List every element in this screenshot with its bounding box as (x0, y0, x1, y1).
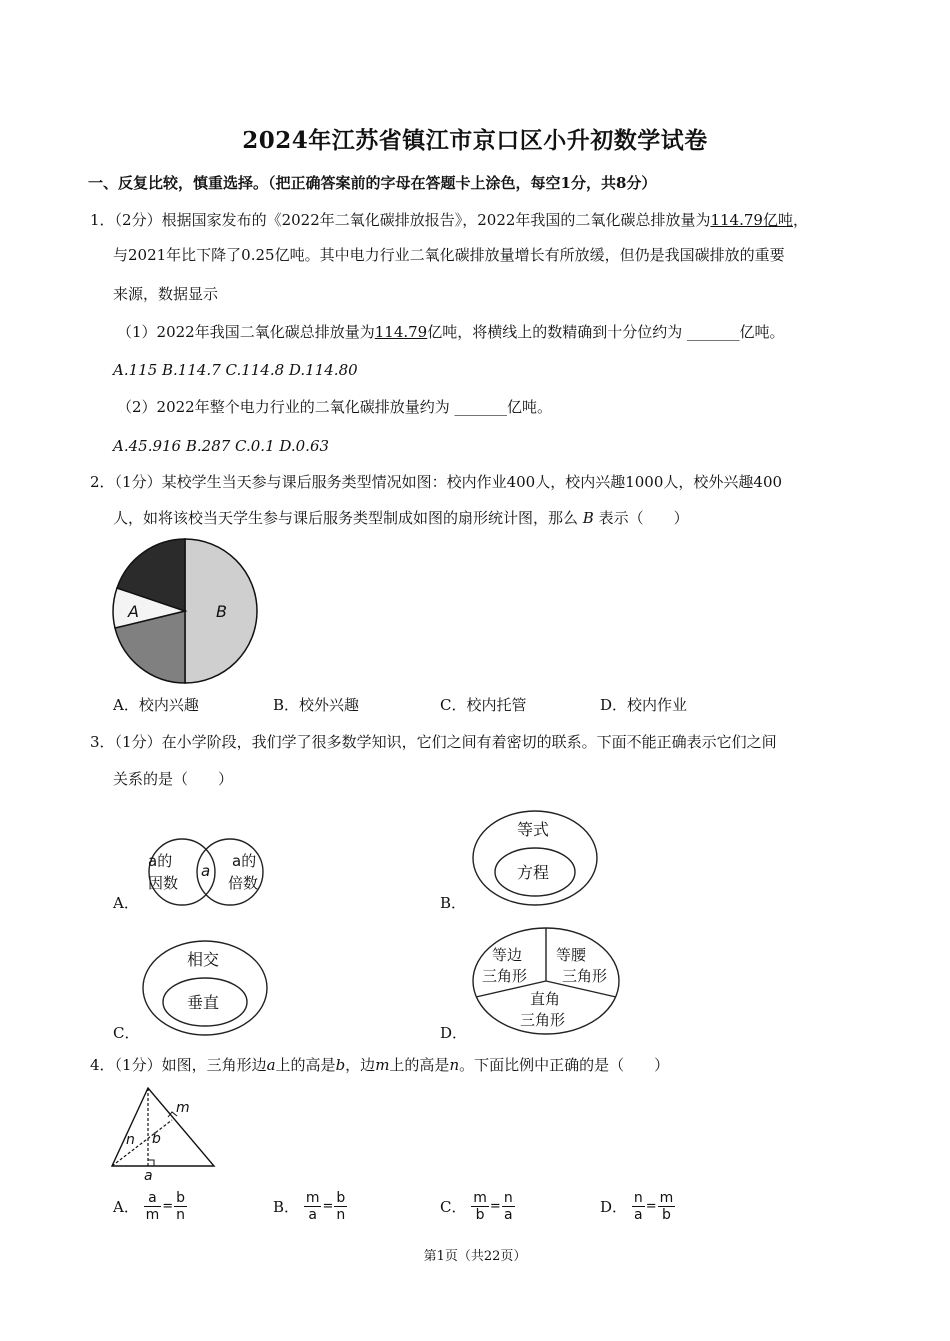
q3-option-d-label[interactable]: D． (440, 1024, 468, 1042)
triangle-diagram (108, 1082, 220, 1182)
fraction: $\frac{m}{b}$ (659, 1190, 674, 1223)
q4-text2: 上的高是 (275, 1056, 336, 1074)
q3-line1: 3．（1分）在小学阶段，我们学了很多数学知识，它们之间有着密切的联系。下面不能正确表示它们之间 (90, 733, 777, 751)
pie-label-b: B (216, 602, 227, 621)
q1-sub1-underlined: 114.79 (374, 323, 428, 341)
q1-sub1-text2: 亿吨，将横线上的数精确到十分位约为 (427, 323, 683, 341)
q4-option-a-label: A． (113, 1198, 139, 1216)
q1-text: 1．（2分）根据国家发布的《2022年二氧化碳排放报告》，2022年我国的二氧化碳总排放量为 (90, 211, 711, 229)
d-top-left-line2: 三角形 (482, 967, 528, 985)
q4-var-m: m (375, 1056, 390, 1074)
q4-var-n: n (449, 1056, 460, 1074)
fraction: $\frac{b}{n}$ (176, 1190, 186, 1223)
q4-text4: 上的高是 (389, 1056, 450, 1074)
partitioned-ellipse-d (470, 925, 622, 1037)
q2-text: 人，如将该校当天学生参与课后服务类型制成如图的扇形统计图，那么 (113, 509, 579, 527)
q3-option-a-label[interactable]: A． (113, 894, 139, 912)
b-inner-label: 方程 (517, 863, 550, 882)
section-heading: 一、反复比较，慎重选择。（把正确答案前的字母在答题卡上涂色，每空1分，共8分） (88, 174, 657, 192)
q2-option-c[interactable]: C．校内托管 (440, 696, 527, 714)
d-top-right-line2: 三角形 (562, 967, 608, 985)
fraction: $\frac{a}{m}$ (145, 1190, 160, 1223)
fraction: $\frac{m}{a}$ (305, 1190, 320, 1223)
q4-text5: 。下面比例中正确的是（ ） (459, 1056, 670, 1074)
triangle-label-n: n (126, 1132, 135, 1148)
pie-label-a: A (128, 602, 139, 621)
q4-text3: ，边 (345, 1056, 376, 1074)
d-bottom-line2: 三角形 (520, 1011, 566, 1029)
q1-sub1-text: （1）2022年我国二氧化碳总排放量为 (117, 323, 375, 341)
pie-chart (108, 535, 264, 687)
q4-option-a[interactable]: A． $\frac{a}{m}$ = $\frac{b}{n}$ (113, 1190, 186, 1223)
q4-option-c[interactable]: C． $\frac{m}{b}$ = $\frac{n}{a}$ (440, 1190, 513, 1223)
venn-left-line2: 因数 (148, 874, 179, 892)
fraction: $\frac{n}{a}$ (503, 1190, 513, 1223)
q1-line3: 来源，数据显示 (113, 285, 219, 303)
q4-text1: 4．（1分）如图，三角形边 (90, 1056, 267, 1074)
q1-punct: ， (792, 211, 808, 229)
q1-sub1-blank: _______ (687, 323, 740, 341)
nested-ellipse-b (470, 808, 600, 908)
q1-underlined: 114.79亿吨 (710, 211, 793, 229)
q4-option-d-label: D． (600, 1198, 628, 1216)
q2-line2 (113, 508, 689, 528)
d-bottom-line1: 直角 (530, 990, 561, 1008)
q1-sub2 (117, 397, 552, 417)
q1-line1 (90, 210, 808, 230)
q2-line1: 2．（1分）某校学生当天参与课后服务类型情况如图：校内作业400人，校内兴趣1000人，校外兴趣400 (90, 473, 783, 491)
q4-var-a: a (266, 1056, 276, 1074)
venn-diagram (138, 836, 274, 908)
triangle-label-a: a (144, 1168, 153, 1182)
b-outer-label: 等式 (517, 820, 550, 839)
q4-var-b: b (335, 1056, 346, 1074)
page-title: 2024年江苏省镇江市京口区小升初数学试卷 (242, 127, 708, 154)
q2-option-b[interactable]: B．校外兴趣 (273, 696, 360, 714)
d-top-right-line1: 等腰 (556, 946, 587, 964)
q2-option-d[interactable]: D．校内作业 (600, 696, 688, 714)
q2-text2: 表示（ ） (598, 509, 689, 527)
q1-sub2-unit: 亿吨。 (507, 398, 553, 416)
triangle-label-b: b (152, 1131, 161, 1147)
venn-left-line1: a的 (148, 852, 173, 870)
triangle-label-m: m (176, 1100, 190, 1116)
q3-option-b-label[interactable]: B． (440, 894, 467, 912)
venn-right-line2: 倍数 (228, 874, 259, 892)
q4-option-d[interactable]: D． $\frac{n}{a}$ = $\frac{m}{b}$ (600, 1190, 674, 1223)
q4-option-b-label: B． (273, 1198, 300, 1216)
venn-middle: a (201, 862, 211, 880)
q1-sub1-unit: 亿吨。 (739, 323, 785, 341)
q1-sub2-blank: _______ (454, 398, 508, 416)
c-inner-label: 垂直 (187, 993, 220, 1012)
q3-line2: 关系的是（ ） (113, 770, 234, 788)
q1-sub1 (117, 322, 785, 342)
venn-right-line1: a的 (232, 852, 257, 870)
nested-ellipse-c (140, 938, 270, 1038)
c-outer-label: 相交 (187, 950, 220, 969)
q2-var: B (582, 509, 594, 527)
q1-sub2-options: A.45.916 B.287 C.0.1 D.0.63 (113, 437, 330, 455)
q4-option-b[interactable]: B． $\frac{m}{a}$ = $\frac{b}{n}$ (273, 1190, 346, 1223)
page-footer: 第1页（共22页） (423, 1249, 527, 1264)
q3-option-c-label[interactable]: C． (113, 1024, 140, 1042)
q2-option-a[interactable]: A．校内兴趣 (113, 696, 199, 714)
fraction: $\frac{m}{b}$ (473, 1190, 487, 1223)
q4-option-c-label: C． (440, 1198, 467, 1216)
q1-line2: 与2021年比下降了0.25亿吨。其中电力行业二氧化碳排放量增长有所放缓，但仍是我国碳排放的重要 (113, 246, 785, 264)
q1-sub1-options: A.115 B.114.7 C.114.8 D.114.80 (113, 361, 358, 379)
q1-sub2-text: （2）2022年整个电力行业的二氧化碳排放量约为 (117, 398, 450, 416)
d-top-left-line1: 等边 (492, 946, 523, 964)
fraction: $\frac{n}{a}$ (633, 1190, 643, 1223)
q4-line1 (90, 1055, 669, 1075)
fraction: $\frac{b}{n}$ (336, 1190, 346, 1223)
